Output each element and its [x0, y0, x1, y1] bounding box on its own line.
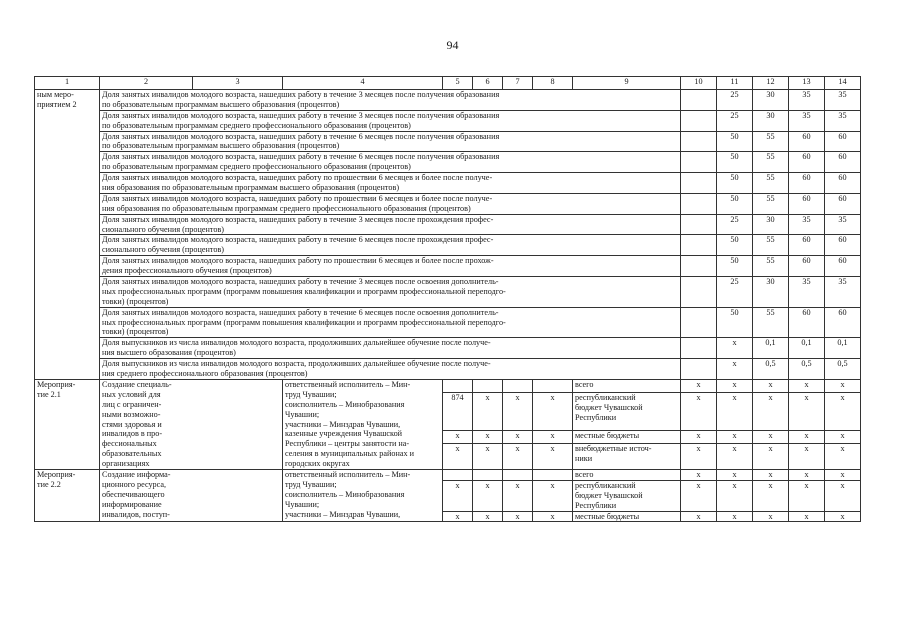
indicator-text-cell	[100, 152, 681, 173]
funding-value: x	[753, 469, 789, 480]
funding-value: x	[825, 393, 861, 431]
indicator-text: ных профессиональных программ (программ повышения квалификации и программ профессиональной переподго-	[102, 286, 506, 296]
measure-title: ными возможно-	[102, 409, 161, 419]
funding-value: x	[789, 431, 825, 444]
funding-code	[503, 469, 533, 480]
funding-value: x	[789, 393, 825, 431]
funding-value: x	[681, 511, 717, 522]
funding-code	[473, 469, 503, 480]
indicator-value: 55	[753, 193, 789, 214]
measure-executors-cell	[283, 469, 443, 521]
page-number: 94	[446, 38, 459, 52]
column-number-10: 10	[681, 77, 717, 90]
indicator-text: Доля выпускников из числа инвалидов молодого возраста, продолживших дальнейшее обучение после получе-	[102, 359, 491, 369]
indicator-row	[35, 193, 861, 214]
indicator-text: по образовательным программам среднего профессионального образования (процентов)	[102, 120, 411, 130]
measure-title: Создание специаль-	[102, 379, 172, 389]
indicator-value: 55	[753, 131, 789, 152]
indicator-value: 60	[825, 193, 861, 214]
indicator-text: сионального обучения (процентов)	[102, 245, 225, 255]
funding-value: x	[681, 480, 717, 511]
measure-label-cell	[35, 379, 100, 469]
measure-label: Мероприя-	[37, 469, 76, 479]
measure-label-cell	[35, 256, 100, 277]
indicator-value: 25	[717, 90, 753, 111]
indicator-value: 0,1	[789, 338, 825, 359]
indicator-text-cell	[100, 307, 681, 338]
funding-value: x	[789, 444, 825, 470]
funding-value: x	[717, 511, 753, 522]
indicator-value: 60	[789, 307, 825, 338]
indicator-value: 30	[753, 90, 789, 111]
funding-value: x	[681, 431, 717, 444]
measure-label-cell	[35, 173, 100, 194]
indicator-blank-cell	[681, 214, 717, 235]
funding-source-cell	[573, 511, 681, 522]
measure-empty-cell	[193, 469, 283, 521]
measure-title: инвалидов в про-	[102, 429, 163, 439]
measure-executors: соисполнитель – Минобразования	[285, 399, 405, 409]
indicator-text: ния среднего профессионального образования (процентов)	[102, 369, 308, 379]
measure-label-cell	[35, 235, 100, 256]
funding-value: x	[681, 469, 717, 480]
funding-code: x	[473, 480, 503, 511]
funding-value: x	[717, 393, 753, 431]
indicator-value: 60	[825, 152, 861, 173]
indicator-value: 25	[717, 214, 753, 235]
indicator-text: Доля занятых инвалидов молодого возраста, нашедших работу в течение 6 месяцев после получения образования	[102, 131, 500, 141]
funding-value: x	[825, 379, 861, 392]
indicator-blank-cell	[681, 193, 717, 214]
funding-source: Республики	[575, 413, 617, 423]
indicator-text: Доля занятых инвалидов молодого возраста, нашедших работу в течение 6 месяцев после освоения дополнитель-	[102, 307, 499, 317]
indicator-value: 60	[825, 235, 861, 256]
funding-code	[503, 379, 533, 392]
funding-code: x	[503, 431, 533, 444]
measure-executors: труд Чувашии;	[285, 479, 337, 489]
funding-value: x	[681, 379, 717, 392]
indicator-text-cell	[100, 90, 681, 111]
measure-executors: Чувашии;	[285, 409, 320, 419]
indicator-row	[35, 110, 861, 131]
indicator-text: Доля занятых инвалидов молодого возраста, нашедших работу по прошествии 6 месяцев и более после получе-	[102, 173, 493, 183]
indicator-blank-cell	[681, 359, 717, 380]
indicator-text: Доля занятых инвалидов молодого возраста, нашедших работу в течение 3 месяцев после освоения дополнитель-	[102, 277, 499, 287]
indicator-value: 60	[789, 152, 825, 173]
indicator-text: ных профессиональных программ (программ повышения квалификации и программ профессиональной переподго-	[102, 317, 506, 327]
column-number-5: 5	[443, 77, 473, 90]
measure-title: фессиональных	[102, 439, 157, 449]
funding-value: x	[717, 379, 753, 392]
funding-source-cell	[573, 480, 681, 511]
funding-value: x	[717, 431, 753, 444]
funding-source: внебюджетные источ-	[575, 444, 652, 454]
indicator-row	[35, 173, 861, 194]
column-number-14: 14	[825, 77, 861, 90]
indicator-value: 35	[825, 214, 861, 235]
indicator-value: x	[717, 359, 753, 380]
indicator-blank-cell	[681, 173, 717, 194]
indicator-text: товки) (процентов)	[102, 327, 169, 337]
measure-title: обеспечивающего	[102, 489, 165, 499]
funding-value: x	[825, 444, 861, 470]
column-number-8: 8	[533, 77, 573, 90]
indicator-value: 0,1	[825, 338, 861, 359]
indicator-text: Доля выпускников из числа инвалидов молодого возраста, продолживших дальнейшее обучение после получе-	[102, 338, 491, 348]
funding-code: x	[503, 480, 533, 511]
indicator-text: товки) (процентов)	[102, 296, 169, 306]
measure-executors: участники – Минздрав Чувашии,	[285, 419, 401, 429]
indicator-value: 35	[789, 277, 825, 308]
funding-code: 874	[443, 393, 473, 431]
funding-code: x	[503, 393, 533, 431]
funding-value: x	[753, 480, 789, 511]
indicator-blank-cell	[681, 131, 717, 152]
funding-code: x	[473, 511, 503, 522]
indicator-value: 60	[789, 235, 825, 256]
indicator-text-cell	[100, 131, 681, 152]
column-number-9: 9	[573, 77, 681, 90]
funding-code: x	[533, 444, 573, 470]
funding-row	[35, 469, 861, 480]
indicator-value: 55	[753, 235, 789, 256]
measure-title: информирование	[102, 499, 162, 509]
measure-executors: казенные учреждения Чувашской	[285, 429, 403, 439]
indicator-value: 50	[717, 173, 753, 194]
indicator-text: Доля занятых инвалидов молодого возраста, нашедших работу по прошествии 6 месяцев и более после получе-	[102, 193, 493, 203]
indicator-row	[35, 277, 861, 308]
indicator-text: Доля занятых инвалидов молодого возраста, нашедших работу по прошествии 6 месяцев и более после прохож-	[102, 256, 494, 266]
funding-value: x	[789, 480, 825, 511]
measure-title: организациях	[102, 459, 150, 469]
funding-source: республиканский	[575, 393, 636, 403]
measure-title: стями здоровья и	[102, 419, 162, 429]
funding-source-cell	[573, 379, 681, 392]
indicator-value: 35	[789, 214, 825, 235]
measure-executors: ответственный исполнитель – Мин-	[285, 469, 411, 479]
column-number-4: 4	[283, 77, 443, 90]
indicator-value: 50	[717, 235, 753, 256]
funding-source-cell	[573, 444, 681, 470]
funding-value: x	[825, 511, 861, 522]
funding-source-cell	[573, 469, 681, 480]
funding-source: всего	[575, 469, 594, 479]
continuation-label: приятием 2	[37, 99, 77, 109]
measure-label-cell	[35, 307, 100, 338]
measure-executors: труд Чувашии;	[285, 389, 337, 399]
funding-code: x	[503, 511, 533, 522]
column-number-6: 6	[473, 77, 503, 90]
column-number-3: 3	[193, 77, 283, 90]
indicator-row	[35, 90, 861, 111]
funding-source-cell	[573, 393, 681, 431]
funding-code: x	[473, 444, 503, 470]
funding-code: x	[533, 511, 573, 522]
indicator-blank-cell	[681, 90, 717, 111]
funding-row	[35, 379, 861, 392]
indicator-value: 60	[825, 131, 861, 152]
indicator-row	[35, 359, 861, 380]
measure-title: ционного ресурса,	[102, 479, 167, 489]
indicator-value: 50	[717, 131, 753, 152]
indicator-value: 60	[789, 131, 825, 152]
funding-code: x	[443, 480, 473, 511]
column-number-7: 7	[503, 77, 533, 90]
indicator-text: Доля занятых инвалидов молодого возраста, нашедших работу в течение 3 месяцев после получения образования	[102, 110, 500, 120]
indicator-value: 35	[825, 90, 861, 111]
funding-value: x	[825, 469, 861, 480]
funding-source: местные бюджеты	[575, 431, 640, 440]
measure-label-cell	[35, 469, 100, 521]
measure-executors-cell	[283, 379, 443, 469]
indicator-blank-cell	[681, 235, 717, 256]
indicator-text: ния высшего образования (процентов)	[102, 348, 236, 358]
funding-source: местные бюджеты	[575, 511, 640, 521]
funding-code: x	[533, 393, 573, 431]
funding-source: всего	[575, 379, 594, 389]
indicator-value: 35	[825, 277, 861, 308]
indicator-value: 25	[717, 277, 753, 308]
funding-code: x	[473, 393, 503, 431]
measure-executors: городских округах	[285, 459, 350, 469]
indicator-text-cell	[100, 110, 681, 131]
measure-label: тие 2.1	[37, 389, 61, 399]
indicator-value: 50	[717, 193, 753, 214]
indicator-row	[35, 338, 861, 359]
indicator-value: 60	[825, 307, 861, 338]
measure-title: лиц с ограничен-	[102, 399, 162, 409]
program-table	[34, 76, 861, 522]
funding-code: x	[443, 431, 473, 444]
indicator-value: 30	[753, 277, 789, 308]
indicator-text-cell	[100, 214, 681, 235]
measure-executors: участники – Минздрав Чувашии,	[285, 509, 401, 519]
indicator-row	[35, 235, 861, 256]
measure-title-cell	[100, 469, 193, 521]
indicator-text: Доля занятых инвалидов молодого возраста, нашедших работу в течение 3 месяцев после прохождения профес-	[102, 214, 494, 224]
column-number-1: 1	[35, 77, 100, 90]
continuation-label: ным меро-	[37, 90, 74, 99]
indicator-blank-cell	[681, 256, 717, 277]
funding-code	[443, 379, 473, 392]
indicator-text-cell	[100, 235, 681, 256]
funding-source: бюджет Чувашской	[575, 490, 643, 500]
measure-title-cell	[100, 379, 193, 469]
indicator-blank-cell	[681, 277, 717, 308]
indicator-text-cell	[100, 193, 681, 214]
indicator-blank-cell	[681, 307, 717, 338]
column-number-12: 12	[753, 77, 789, 90]
measure-title: образовательных	[102, 449, 162, 459]
indicator-text: по образовательным программам высшего образования (процентов)	[102, 99, 340, 109]
funding-value: x	[789, 379, 825, 392]
funding-value: x	[825, 431, 861, 444]
funding-value: x	[717, 480, 753, 511]
funding-code: x	[443, 444, 473, 470]
indicator-value: 50	[717, 256, 753, 277]
funding-value: x	[753, 379, 789, 392]
column-number-11: 11	[717, 77, 753, 90]
indicator-text: Доля занятых инвалидов молодого возраста, нашедших работу в течение 6 месяцев после прохождения профес-	[102, 235, 494, 245]
measure-empty-cell	[193, 379, 283, 469]
indicator-value: 25	[717, 110, 753, 131]
measure-label-cell	[35, 338, 100, 359]
column-number-2: 2	[100, 77, 193, 90]
measure-label-cell	[35, 152, 100, 173]
funding-code: x	[533, 431, 573, 444]
column-number-row	[35, 77, 861, 90]
funding-code: x	[443, 511, 473, 522]
measure-title: инвалидов, поступ-	[102, 509, 170, 519]
indicator-value: 30	[753, 110, 789, 131]
funding-value: x	[681, 393, 717, 431]
measure-executors: селения в муниципальных районах и	[285, 449, 415, 459]
measure-label-cell	[35, 90, 100, 111]
funding-code	[533, 469, 573, 480]
indicator-text: по образовательным программам высшего образования (процентов)	[102, 141, 340, 151]
funding-value: x	[753, 444, 789, 470]
indicator-value: 35	[789, 110, 825, 131]
funding-code	[443, 469, 473, 480]
indicator-text-cell	[100, 277, 681, 308]
measure-executors: соисполнитель – Минобразования	[285, 489, 405, 499]
funding-source: республиканский	[575, 480, 636, 490]
indicator-text: ния образования по образовательным программам высшего образования (процентов)	[102, 183, 400, 193]
measure-label-cell	[35, 359, 100, 380]
indicator-value: 60	[825, 173, 861, 194]
funding-code	[473, 379, 503, 392]
indicator-value: 0,5	[789, 359, 825, 380]
indicator-row	[35, 131, 861, 152]
measure-title: ных условий для	[102, 389, 161, 399]
indicator-value: 55	[753, 173, 789, 194]
measure-label-cell	[35, 277, 100, 308]
funding-value: x	[789, 469, 825, 480]
measure-label-cell	[35, 193, 100, 214]
measure-label-cell	[35, 110, 100, 131]
funding-code: x	[533, 480, 573, 511]
indicator-text: дения профессионального обучения (процентов)	[102, 266, 272, 276]
indicator-text: сионального обучения (процентов)	[102, 224, 225, 234]
indicator-value: 60	[789, 193, 825, 214]
indicator-value: 60	[789, 256, 825, 277]
indicator-blank-cell	[681, 338, 717, 359]
indicator-blank-cell	[681, 110, 717, 131]
funding-value: x	[753, 393, 789, 431]
indicator-text: Доля занятых инвалидов молодого возраста, нашедших работу в течение 6 месяцев после получения образования	[102, 152, 500, 162]
funding-code: x	[473, 431, 503, 444]
funding-source: ники	[575, 454, 593, 464]
indicator-value: 0,5	[753, 359, 789, 380]
indicator-value: 55	[753, 152, 789, 173]
indicator-text: ния образования по образовательным программам среднего профессионального образования (процентов)	[102, 203, 471, 213]
funding-value: x	[717, 469, 753, 480]
indicator-blank-cell	[681, 152, 717, 173]
indicator-text-cell	[100, 256, 681, 277]
indicator-value: 60	[789, 173, 825, 194]
indicator-row	[35, 152, 861, 173]
funding-source: бюджет Чувашской	[575, 403, 643, 413]
indicator-text: Доля занятых инвалидов молодого возраста, нашедших работу в течение 3 месяцев после получения образования	[102, 90, 500, 99]
measure-executors: Республики – центры занятости на-	[285, 439, 410, 449]
funding-value: x	[825, 480, 861, 511]
funding-value: x	[681, 444, 717, 470]
measure-label-cell	[35, 214, 100, 235]
indicator-value: 60	[825, 256, 861, 277]
funding-value: x	[753, 511, 789, 522]
funding-source: Республики	[575, 500, 617, 510]
measure-label-cell	[35, 131, 100, 152]
funding-code: x	[503, 444, 533, 470]
funding-value: x	[753, 431, 789, 444]
indicator-value: 35	[825, 110, 861, 131]
indicator-text-cell	[100, 338, 681, 359]
funding-code	[533, 379, 573, 392]
measure-executors: ответственный исполнитель – Мин-	[285, 379, 411, 389]
measure-label: Мероприя-	[37, 379, 76, 389]
measure-executors: Чувашии;	[285, 499, 320, 509]
indicator-value: 55	[753, 307, 789, 338]
indicator-row	[35, 307, 861, 338]
indicator-value: x	[717, 338, 753, 359]
indicator-value: 0,5	[825, 359, 861, 380]
indicator-row	[35, 214, 861, 235]
column-number-13: 13	[789, 77, 825, 90]
indicator-value: 55	[753, 256, 789, 277]
funding-value: x	[717, 444, 753, 470]
indicator-value: 50	[717, 307, 753, 338]
funding-value: x	[789, 511, 825, 522]
indicator-value: 35	[789, 90, 825, 111]
indicator-row	[35, 256, 861, 277]
indicator-text-cell	[100, 359, 681, 380]
indicator-value: 30	[753, 214, 789, 235]
indicator-value: 0,1	[753, 338, 789, 359]
measure-title: Создание информа-	[102, 469, 171, 479]
funding-source-cell	[573, 431, 681, 444]
indicator-value: 50	[717, 152, 753, 173]
indicator-text: по образовательным программам среднего профессионального образования (процентов)	[102, 162, 411, 172]
indicator-text-cell	[100, 173, 681, 194]
measure-label: тие 2.2	[37, 479, 61, 489]
